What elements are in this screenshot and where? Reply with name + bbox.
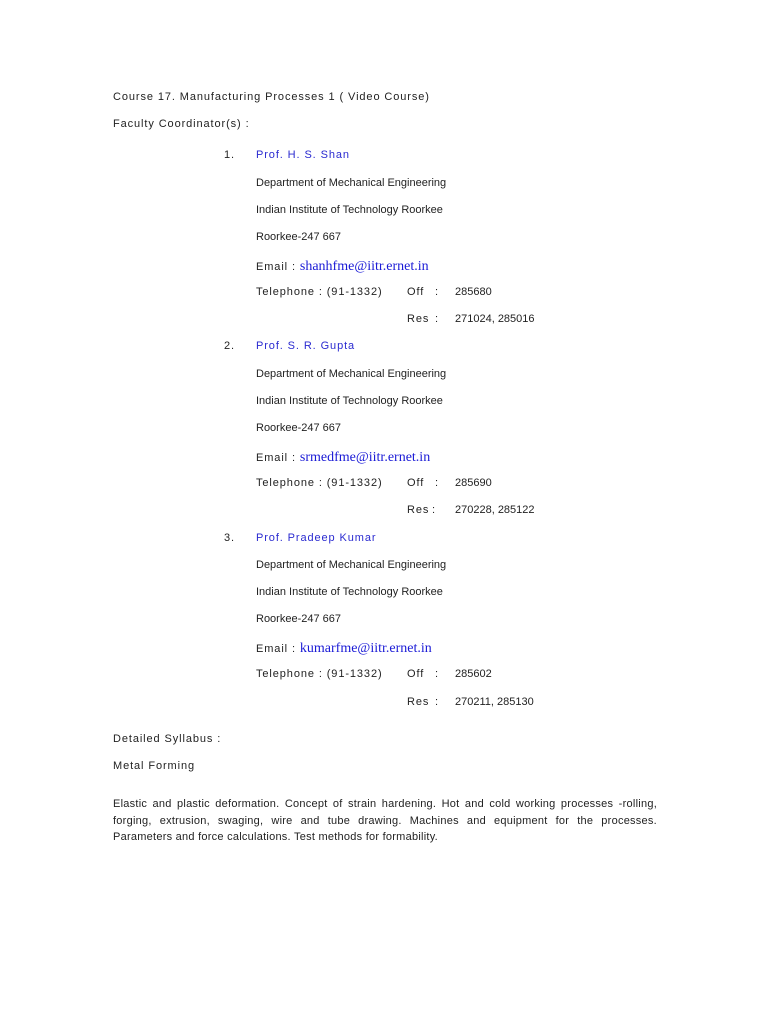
faculty-number: 1. [224,149,235,161]
email-row [256,450,430,466]
faculty-name: Prof. Pradeep Kumar [256,532,377,544]
email-label: Email : [256,261,296,273]
office-colon: : [435,477,439,489]
email-label: Email : [256,643,296,655]
faculty-institute: Indian Institute of Technology Roorkee [256,204,443,216]
office-label: Off [407,286,425,298]
residence-label: Res [407,696,430,708]
residence-colon: : [432,504,436,516]
residence-label: Res [407,504,430,516]
faculty-department: Department of Mechanical Engineering [256,368,447,380]
email-link[interactable]: srmedfme@iitr.ernet.in [299,450,431,465]
office-number: 285690 [455,477,492,489]
residence-numbers: 270211, 285130 [455,696,534,708]
section-paragraph: Elastic and plastic deformation. Concept of strain hardening. Hot and cold working processes -rolling, forging, extrusion, swaging, wire and tube drawing. Machines and equipment for the processes. Parameters and force calculations. Test methods for formability. [113,798,657,843]
telephone-label: Telephone : (91-1332) [256,477,383,489]
faculty-number: 2. [224,340,235,352]
faculty-institute: Indian Institute of Technology Roorkee [256,586,443,598]
residence-colon: : [435,313,439,325]
residence-colon: : [435,696,439,708]
email-link[interactable]: shanhfme@iitr.ernet.in [299,259,429,274]
residence-numbers: 271024, 285016 [455,313,535,325]
faculty-address: Roorkee-247 667 [256,422,342,434]
faculty-heading: Faculty Coordinator(s) : [113,118,250,130]
residence-numbers: 270228, 285122 [455,504,535,516]
telephone-label: Telephone : (91-1332) [256,286,383,298]
section-title: Metal Forming [113,760,195,772]
office-colon: : [435,668,439,680]
faculty-address: Roorkee-247 667 [256,613,342,625]
faculty-number: 3. [224,532,235,544]
office-number: 285680 [455,286,492,298]
course-title: Course 17. Manufacturing Processes 1 ( Video Course) [113,91,430,103]
telephone-label: Telephone : (91-1332) [256,668,383,680]
email-row [256,641,432,657]
office-colon: : [435,286,439,298]
office-label: Off [407,668,425,680]
faculty-institute: Indian Institute of Technology Roorkee [256,395,443,407]
faculty-address: Roorkee-247 667 [256,231,342,243]
faculty-department: Department of Mechanical Engineering [256,177,447,189]
office-label: Off [407,477,425,489]
email-row [256,259,429,275]
email-link[interactable]: kumarfme@iitr.ernet.in [299,641,432,656]
faculty-name: Prof. H. S. Shan [256,149,350,161]
email-label: Email : [256,452,296,464]
residence-label: Res [407,313,430,325]
syllabus-heading: Detailed Syllabus : [113,733,222,745]
office-number: 285602 [455,668,492,680]
faculty-name: Prof. S. R. Gupta [256,340,356,352]
faculty-department: Department of Mechanical Engineering [256,559,447,571]
